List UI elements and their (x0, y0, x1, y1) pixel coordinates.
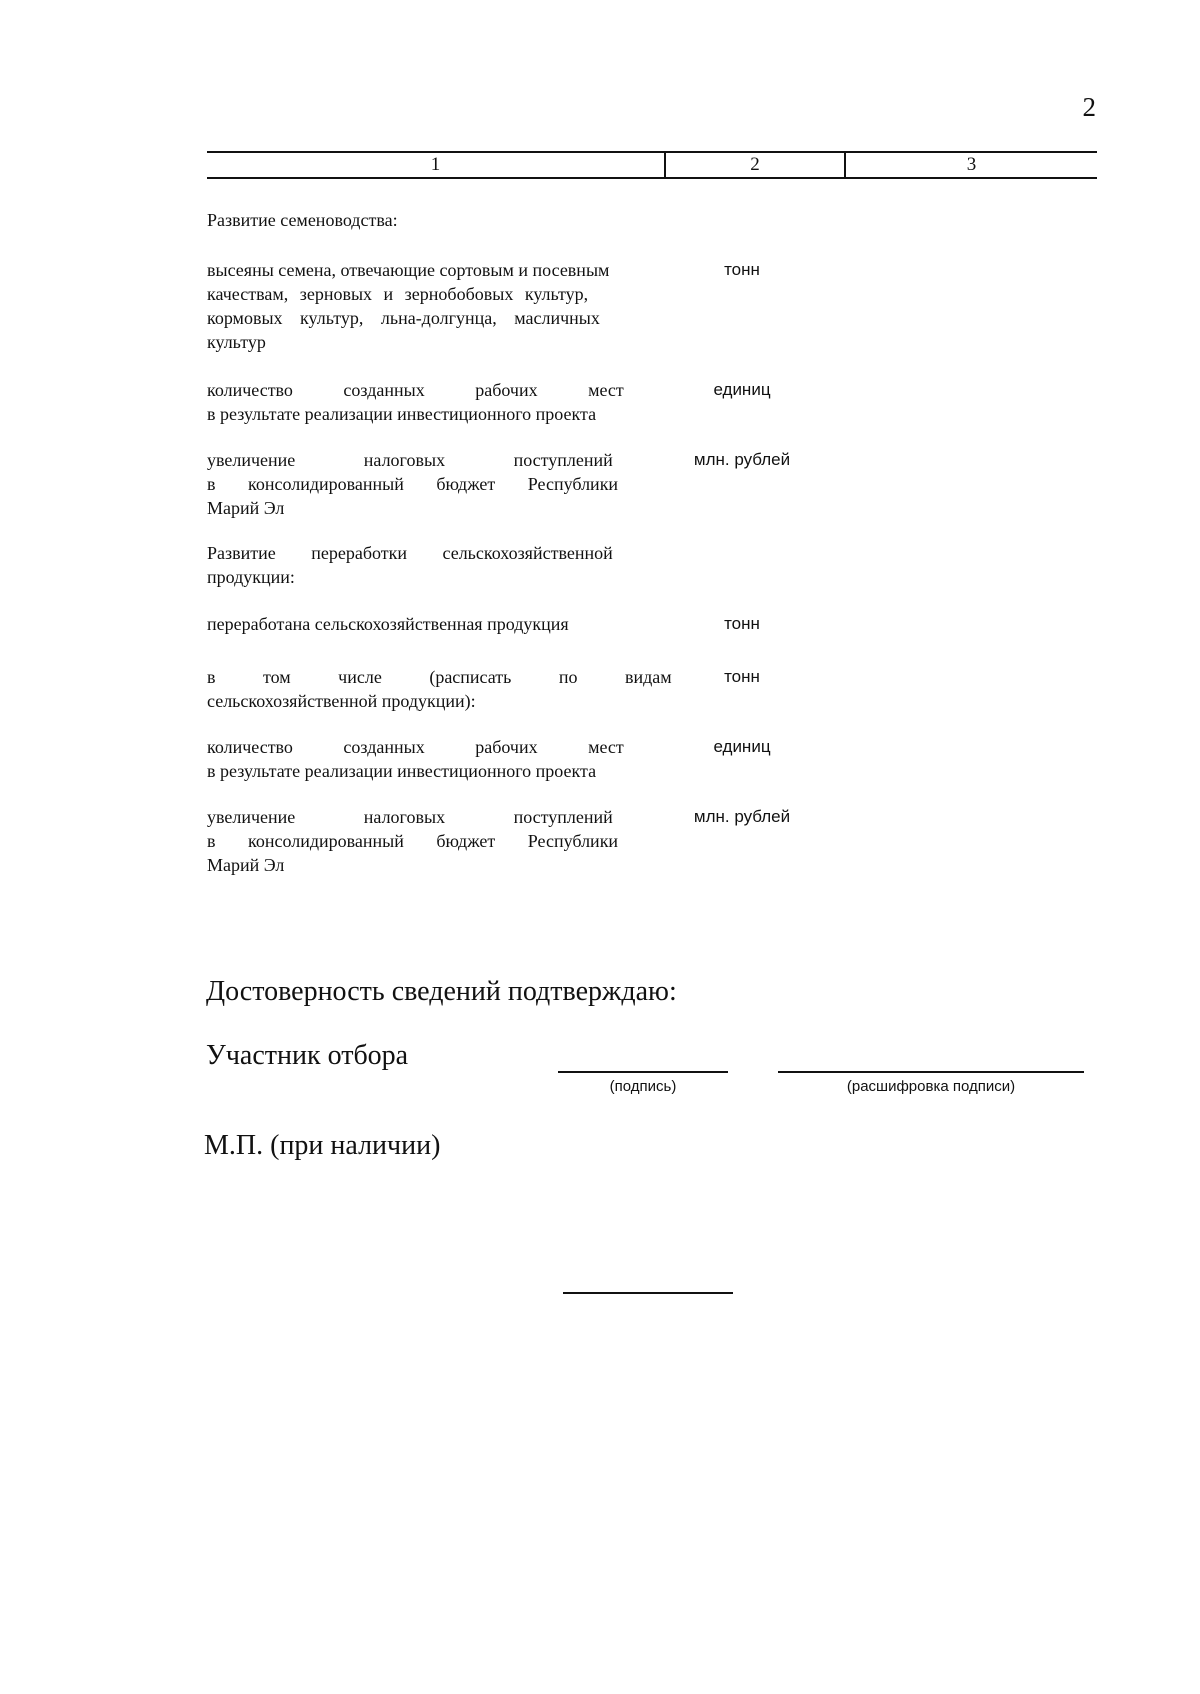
row-unit: единиц (713, 737, 771, 756)
signature-decode-caption: (расшифровка подписи) (846, 1078, 1016, 1095)
column-number-2: 2 (666, 153, 846, 177)
row-label: количество созданных рабочих мест в результате реализации инвестиционного проекта (207, 380, 624, 424)
row-label: увеличение налоговых поступлений в консолидированный бюджет Республики Марий Эл (207, 450, 619, 518)
row-label: в том числе (расписать по видам сельскохозяйственной продукции): (207, 667, 672, 711)
row-seeds-sown (207, 258, 760, 354)
confirmation-statement: Достоверность сведений подтверждаю: (206, 976, 677, 1007)
column-number-1: 1 (207, 153, 666, 177)
row-tax-revenue-1 (207, 448, 791, 520)
section-seed-title: Развитие семеноводства: (207, 210, 398, 230)
row-jobs-created-2 (207, 735, 771, 783)
signature-decode-line (778, 1071, 1084, 1073)
row-including (207, 665, 760, 713)
column-number-3: 3 (966, 154, 977, 175)
signature-line (558, 1071, 728, 1073)
page-number: 2 (1082, 92, 1096, 122)
participant-label: Участник отбора (206, 1040, 409, 1071)
row-tax-revenue-2 (207, 805, 791, 877)
row-unit: тонн (724, 667, 760, 686)
table-column-header (207, 151, 1097, 179)
row-label: количество созданных рабочих мест в результате реализации инвестиционного проекта (207, 737, 624, 781)
section-processing-title: Развитие переработки сельскохозяйственной продукции: (207, 543, 613, 587)
row-label: переработана сельскохозяйственная продукция (207, 614, 569, 634)
row-unit: единиц (713, 380, 771, 399)
stamp-label: М.П. (при наличии) (204, 1130, 441, 1161)
row-unit: тонн (724, 260, 760, 279)
row-processed-products (207, 612, 760, 636)
end-divider (563, 1292, 733, 1294)
row-unit: тонн (724, 614, 760, 633)
row-jobs-created-1 (207, 378, 771, 426)
row-unit: млн. рублей (693, 807, 791, 826)
row-label: высеяны семена, отвечающие сортовым и посевным качествам, зерновых и зернобобовых культур, кормовых культур, льна-долгунца, масличных культур (207, 260, 610, 352)
row-label: увеличение налоговых поступлений в консолидированный бюджет Республики Марий Эл (207, 807, 619, 875)
row-unit: млн. рублей (693, 450, 791, 469)
signature-caption: (подпись) (609, 1078, 677, 1095)
